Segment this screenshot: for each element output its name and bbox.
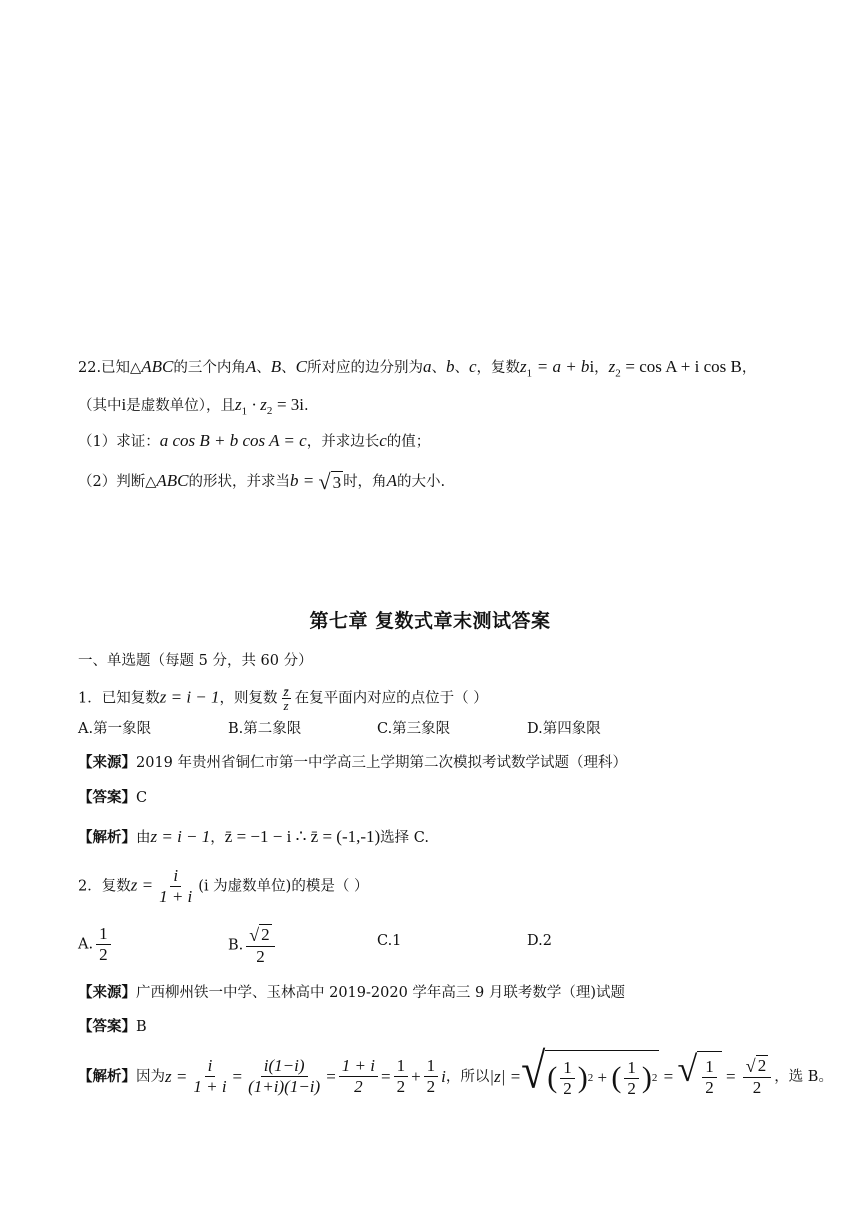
q1-stem: 1．已知复数z = i − 1，则复数 $\frac{z̄}{z}$ 在复平面内对应的点位于（ ） <box>78 684 488 713</box>
q1-analysis: 【解析】由z = i − 1，z̄ = −1 − i ∴ z̄ = (-1,-1)选择 C. <box>78 827 429 846</box>
q2-fraction: $\frac{i}{1 + i}$ <box>159 866 193 906</box>
sqrt-3: √ 3 <box>318 468 342 494</box>
q2-option-a: A. $\frac{1}{2}$ <box>78 924 114 965</box>
section-heading: 一、单选题（每题 5 分，共 60 分） <box>78 653 313 669</box>
z2: $z_2$ <box>608 357 621 380</box>
q2-analysis: 【解析】 因为 z = $\frac{i}{1 + i}$ = $\frac{i(1-i)}{(1+i)(1-i)}$ = $\frac{1 + i}{2}$ = $\frac{1}{2}$ + $\frac{1}{2}$ i ，所以 |z| = √ ( $\frac{1}{2}$ ) 2 + ( $\frac{1}{2}$ ) 2 = √ $\frac{1}{2}$ = √ 2 2 ，选 B。 <box>78 1050 833 1103</box>
q2-option-c: C.1 <box>377 933 402 949</box>
z1: $z_1$ <box>520 357 533 380</box>
q1-option-c: C.第三象限 <box>377 721 451 737</box>
q1-source: 【来源】2019 年贵州省铜仁市第一中学高三上学期第二次模拟考试数学试题（理科） <box>78 754 628 771</box>
q22-part1: （1）求证：a cos B + b cos A = c，并求边长c的值； <box>78 431 431 450</box>
q1-option-b: B.第二象限 <box>228 721 302 737</box>
q2-option-b: B. √ 2 2 <box>228 924 278 967</box>
q1-option-a: A.第一象限 <box>78 721 152 737</box>
q2-option-d: D.2 <box>527 933 552 949</box>
q22-line1: 22.已知△ABC的三个内角A、B、C所对应的边分别为a、b、c，复数$z_1 = a$ + bi，$z_2 = \cos A + i$ cos B， <box>78 357 757 380</box>
modulus-sqrt: √ ( $\frac{1}{2}$ ) 2 + ( $\frac{1}{2}$ ) 2 <box>521 1050 659 1103</box>
z-over-z: $\frac{z̄}{z}$ <box>283 684 289 713</box>
q1-option-d: D.第四象限 <box>527 721 601 737</box>
answer-title: 第七章 复数式章末测试答案 <box>309 610 551 632</box>
q22-line2: （其中i是虚数单位），且$z_1 \cdot z_2 = 3i$. <box>78 395 309 418</box>
q2-source: 【来源】广西柳州铁一中学、玉林高中 2019-2020 学年高三 9 月联考数学（理)试题 <box>78 984 626 1001</box>
q1-answer: 【答案】C <box>78 789 148 806</box>
q2-answer: 【答案】B <box>78 1018 147 1035</box>
q2-stem: 2．复数z = $\frac{i}{1 + i}$ (i 为虚数单位)的模是（ ） <box>78 866 369 906</box>
q22-part2: （2）判断△ABC的形状，并求当b = √ 3 时，角A的大小. <box>78 468 446 494</box>
